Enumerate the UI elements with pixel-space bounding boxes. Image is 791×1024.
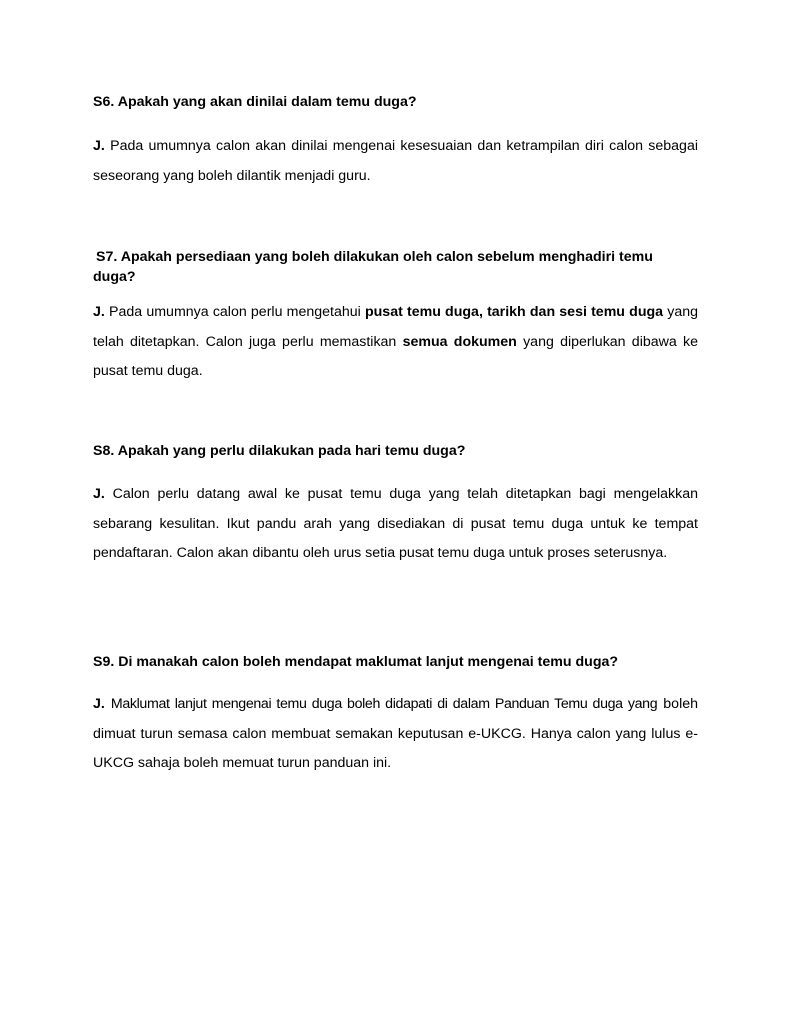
answer-s6: [93, 132, 698, 191]
question-s6: S6. Apakah yang akan dinilai dalam temu duga?: [93, 94, 417, 110]
answer-text: Pada umumnya calon perlu mengetahui: [109, 304, 365, 320]
answer-s7: [93, 298, 698, 387]
answer-text: Pada umumnya calon akan dinilai mengenai kesesuaian dan ketrampilan diri calon sebagai seseorang yang boleh dilantik menjadi guru.: [93, 138, 698, 184]
question-s7: S7. Apakah persediaan yang boleh dilakukan oleh calon sebelum menghadiri temu duga?: [93, 249, 653, 285]
answer-prefix: J.: [93, 696, 105, 712]
answer-emphasis: semua dokumen: [402, 333, 517, 350]
answer-text: yang diperlukan dibawa ke pusat temu duga.: [93, 333, 698, 379]
answer-text: Maklumat lanjut mengenai temu duga boleh didapati di dalam Panduan Temu duga yang: [110, 696, 658, 712]
answer-text: boleh dimuat turun semasa calon membuat semakan keputusan e-UKCG. Hanya calon yang lulus e-UKCG sahaja boleh memuat turun panduan ini.: [93, 696, 698, 771]
answer-text: yang telah ditetapkan. Calon juga perlu memastikan: [93, 304, 698, 350]
answer-prefix: J.: [93, 138, 105, 154]
answer-s9: [93, 690, 698, 779]
question-s8: S8. Apakah yang perlu dilakukan pada hari temu duga?: [93, 443, 466, 459]
question-s9: S9. Di manakah calon boleh mendapat maklumat lanjut mengenai temu duga?: [93, 654, 619, 670]
answer-text: Calon perlu datang awal ke pusat temu duga yang telah ditetapkan bagi mengelakkan sebarang kesulitan. Ikut pandu arah yang disediakan di pusat temu duga untuk ke tempat pendaftaran. Calon akan dibantu oleh urus setia pusat temu duga untuk proses seterusnya.: [93, 486, 698, 561]
answer-s8: [93, 480, 698, 569]
answer-emphasis: pusat temu duga, tarikh dan sesi temu duga: [364, 304, 664, 320]
answer-prefix: J.: [93, 486, 105, 502]
answer-prefix: J.: [93, 304, 105, 320]
